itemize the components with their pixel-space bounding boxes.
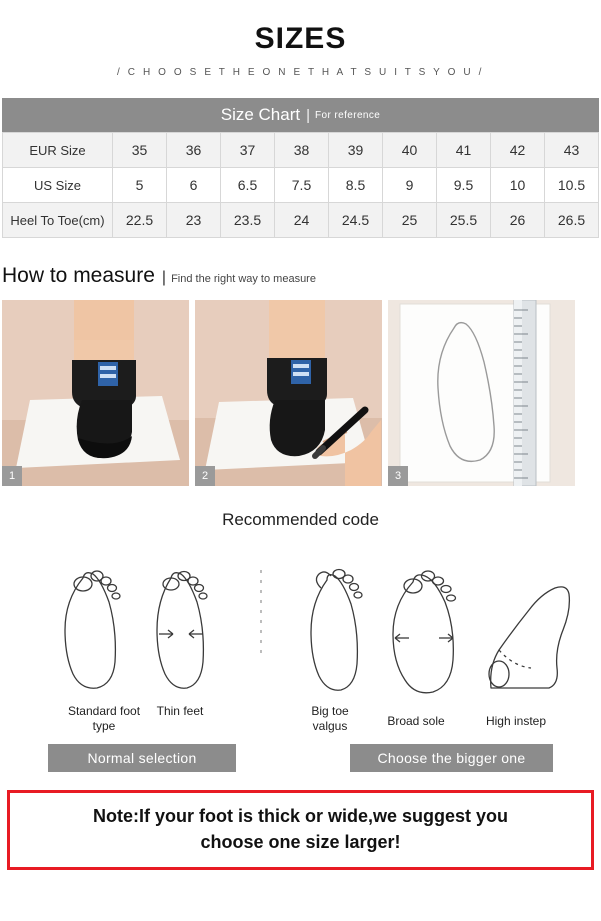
cell-us-3: 7.5 <box>275 168 329 203</box>
cell-eur-4: 39 <box>329 133 383 168</box>
step-badge-2: 2 <box>195 466 215 486</box>
selection-button-row <box>0 744 601 772</box>
cell-us-4: 8.5 <box>329 168 383 203</box>
how-to-measure-divider: | <box>161 269 167 286</box>
cell-eur-7: 42 <box>491 133 545 168</box>
cell-htt-3: 24 <box>275 203 329 238</box>
cell-eur-6: 41 <box>437 133 491 168</box>
cell-htt-5: 25 <box>383 203 437 238</box>
label-high-instep: High instep <box>485 714 547 728</box>
cell-us-0: 5 <box>113 168 167 203</box>
label-broad-sole: Broad sole <box>387 714 445 728</box>
how-to-measure-header <box>0 264 601 288</box>
cell-us-5: 9 <box>383 168 437 203</box>
measure-photo-1 <box>2 300 189 486</box>
normal-selection-button[interactable]: Normal selection <box>48 744 236 772</box>
cell-us-1: 6 <box>167 168 221 203</box>
cell-htt-2: 23.5 <box>221 203 275 238</box>
cell-eur-0: 35 <box>113 133 167 168</box>
note-line-1: Note:If your foot is thick or wide,we suggest you <box>92 806 509 826</box>
page-title: SIZES <box>254 22 347 55</box>
cell-htt-4: 24.5 <box>329 203 383 238</box>
ruler-measure-illustration <box>388 300 575 486</box>
table-row <box>3 203 599 238</box>
cell-eur-3: 38 <box>275 133 329 168</box>
step-badge-1: 1 <box>2 466 22 486</box>
table-row <box>3 133 599 168</box>
cell-htt-0: 22.5 <box>113 203 167 238</box>
cell-eur-5: 40 <box>383 133 437 168</box>
size-chart-title: Size Chart <box>220 105 301 124</box>
note-box <box>7 790 594 870</box>
page-subtitle: / C H O O S E T H E O N E T H A T S U I T S Y O U / <box>117 67 484 78</box>
cell-us-6: 9.5 <box>437 168 491 203</box>
cell-htt-6: 25.5 <box>437 203 491 238</box>
choose-bigger-button[interactable]: Choose the bigger one <box>350 744 553 772</box>
cell-us-7: 10 <box>491 168 545 203</box>
size-chart-section <box>0 98 601 238</box>
label-standard-foot: Standard foot type <box>67 704 141 733</box>
measure-photo-row <box>0 300 601 486</box>
cell-htt-1: 23 <box>167 203 221 238</box>
cell-htt-7: 26 <box>491 203 545 238</box>
recommended-title: Recommended code <box>222 510 379 529</box>
note-line-2: choose one size larger! <box>200 832 401 853</box>
step-badge-3: 3 <box>388 466 408 486</box>
cell-eur-2: 37 <box>221 133 275 168</box>
cell-eur-8: 43 <box>545 133 599 168</box>
label-big-toe-valgus: Big toe valgus <box>311 704 349 733</box>
size-chart-table <box>2 132 599 238</box>
cell-htt-8: 26.5 <box>545 203 599 238</box>
row-label-heel-to-toe: Heel To Toe(cm) <box>3 203 113 238</box>
row-label-us: US Size <box>3 168 113 203</box>
cell-us-8: 10.5 <box>545 168 599 203</box>
tracing-foot-illustration <box>195 300 382 486</box>
measure-photo-3 <box>388 300 575 486</box>
label-thin-feet: Thin feet <box>156 704 204 718</box>
size-chart-note: For reference <box>315 109 381 121</box>
size-chart-header <box>2 98 599 132</box>
foot-type-labels <box>0 704 601 742</box>
cell-us-2: 6.5 <box>221 168 275 203</box>
size-chart-divider: | <box>306 106 311 124</box>
page-header <box>0 0 601 78</box>
how-to-measure-title: How to measure <box>2 264 155 287</box>
foot-on-paper-illustration <box>2 300 189 486</box>
measure-photo-2 <box>195 300 382 486</box>
how-to-measure-subtitle: Find the right way to measure <box>171 273 316 285</box>
table-row <box>3 168 599 203</box>
row-label-eur: EUR Size <box>3 133 113 168</box>
cell-eur-1: 36 <box>167 133 221 168</box>
